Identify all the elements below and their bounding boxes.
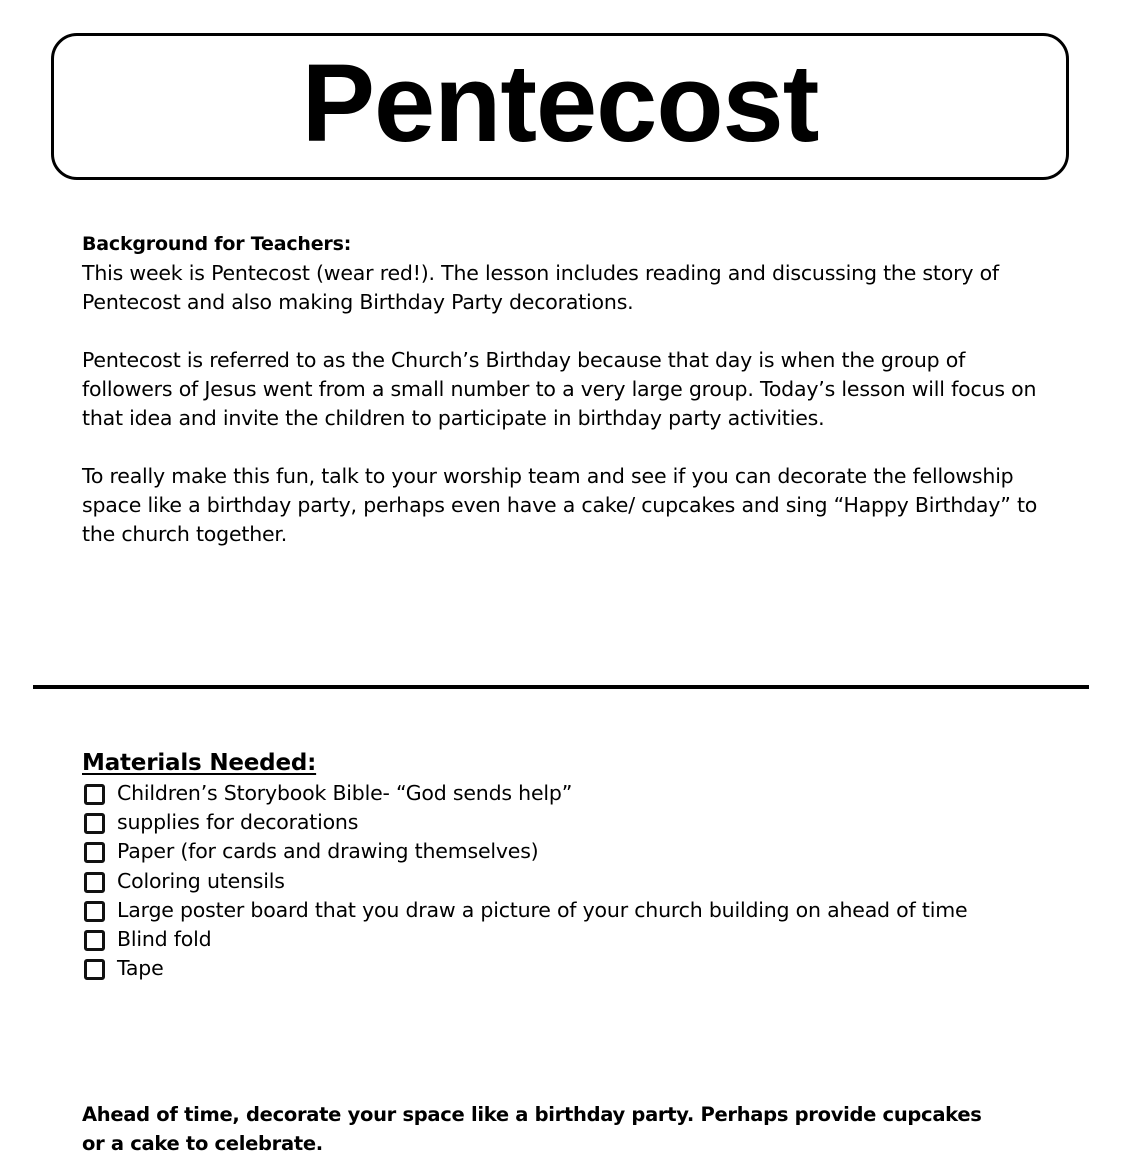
title-banner — [51, 33, 1069, 180]
page-title: Pentecost — [301, 41, 819, 165]
materials-item-label: supplies for decorations — [117, 810, 359, 835]
checkbox-icon[interactable] — [84, 842, 105, 863]
materials-item — [82, 954, 997, 983]
checkbox-icon[interactable] — [84, 813, 105, 834]
checkbox-icon[interactable] — [84, 901, 105, 922]
background-section — [82, 230, 1042, 549]
materials-item-label: Tape — [117, 956, 164, 981]
materials-item-label: Coloring utensils — [117, 868, 285, 893]
background-paragraph: To really make this fun, talk to your worship team and see if you can decorate the fellowship space like a birthday party, perhaps even have a cake/ cupcakes and sing “Happy Birthday” to the church together. — [82, 464, 1038, 546]
materials-item-label: Children’s Storybook Bible- “God sends help” — [117, 781, 573, 805]
preparation-note: Ahead of time, decorate your space like a birthday party. Perhaps provide cupcakes or a cake to celebrate. — [82, 1103, 982, 1155]
checkbox-icon[interactable] — [84, 872, 105, 893]
background-paragraph: Pentecost is referred to as the Church’s Birthday because that day is when the group of followers of Jesus went from a small number to a very large group. Today’s lesson will focus on that idea and invite the children to participate in birthday party activities. — [82, 348, 1037, 430]
section-divider — [33, 685, 1089, 689]
materials-item — [82, 896, 997, 925]
background-paragraph: This week is Pentecost (wear red!). The lesson includes reading and discussing the story of Pentecost and also making Birthday Party decorations. — [82, 261, 999, 314]
checkbox-icon[interactable] — [84, 930, 105, 951]
materials-item — [82, 867, 997, 896]
materials-item-label: Large poster board that you draw a picture of your church building on ahead of time — [117, 897, 968, 922]
materials-item-label: Blind fold — [117, 927, 212, 952]
materials-item — [82, 808, 997, 837]
materials-item — [82, 837, 997, 866]
materials-section — [82, 748, 1042, 983]
materials-item — [82, 779, 997, 808]
materials-heading: Materials Needed: — [82, 750, 317, 776]
materials-item — [82, 925, 997, 954]
checkbox-icon[interactable] — [84, 959, 105, 980]
materials-item-label: Paper (for cards and drawing themselves) — [117, 839, 539, 864]
materials-list — [82, 779, 1042, 983]
checkbox-icon[interactable] — [84, 784, 105, 805]
background-heading: Background for Teachers: — [82, 233, 352, 255]
